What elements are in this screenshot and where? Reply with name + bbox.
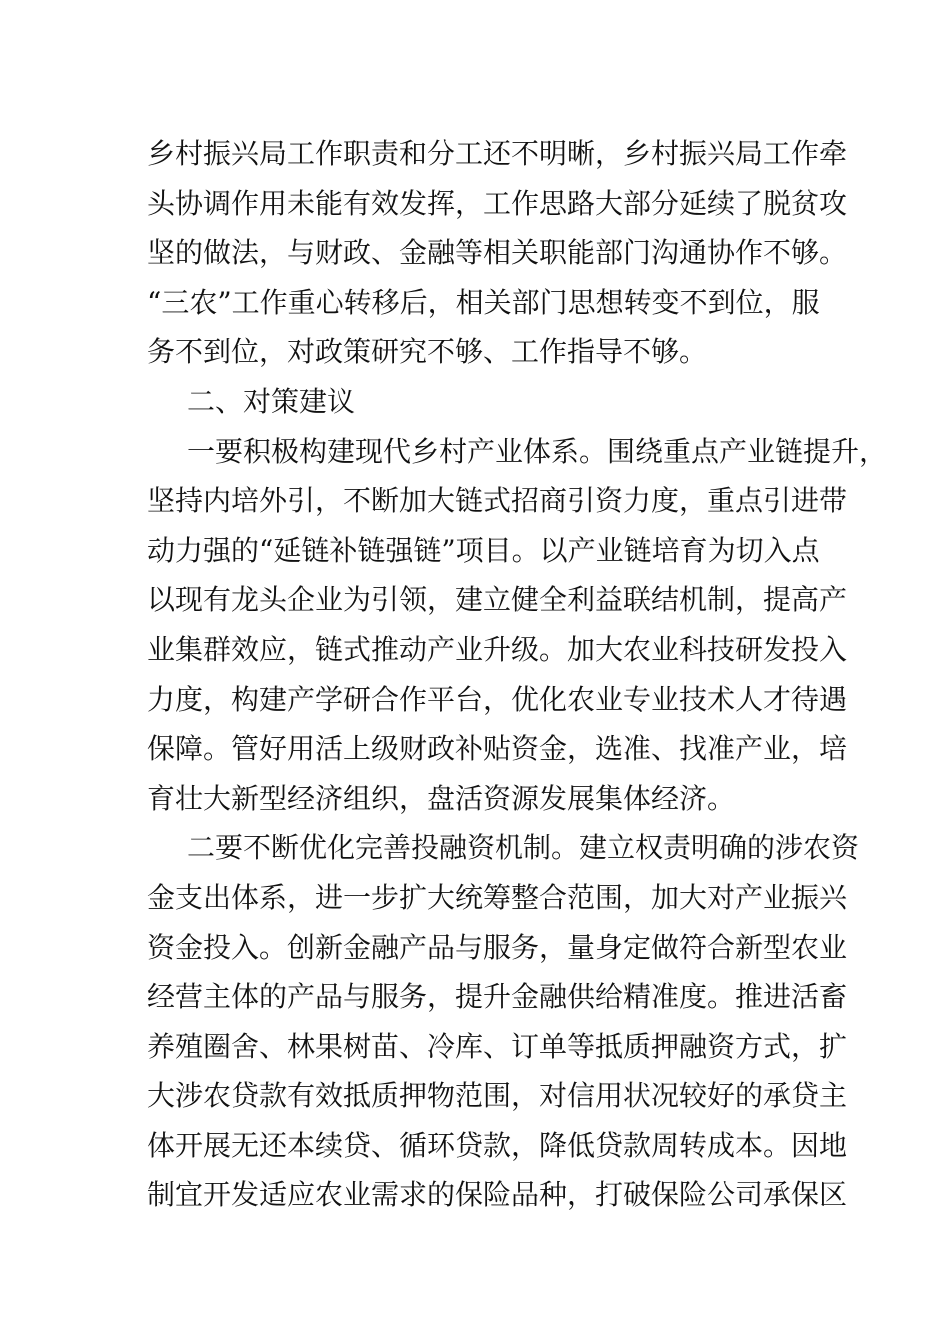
section-heading: 二、对策建议 (187, 384, 356, 418)
text-line: 经营主体的产品与服务，提升金融供给精准度。推进活畜 (147, 980, 848, 1014)
text-line: 头协调作用未能有效发挥，工作思路大部分延续了脱贫攻 (147, 186, 848, 220)
text-line: 资金投入。创新金融产品与服务，量身定做符合新型农业 (147, 930, 848, 964)
document-body (147, 129, 888, 1220)
text-line: 以现有龙头企业为引领，建立健全利益联结机制，提高产 (147, 583, 848, 617)
text-line: 业集群效应，链式推动产业升级。加大农业科技研发投入 (147, 632, 848, 666)
text-line: 金支出体系，进一步扩大统筹整合范围，加大对产业振兴 (147, 880, 848, 914)
paragraph-start: 二要不断优化完善投融资机制。建立权责明确的涉农资 (187, 831, 860, 865)
text-line: 保障。管好用活上级财政补贴资金，选准、找准产业，培 (147, 732, 848, 766)
text-line: 大涉农贷款有效抵质押物范围，对信用状况较好的承贷主 (147, 1079, 848, 1113)
text-line: 制宜开发适应农业需求的保险品种，打破保险公司承保区 (147, 1178, 848, 1212)
text-line: 体开展无还本续贷、循环贷款，降低贷款周转成本。因地 (147, 1128, 848, 1162)
text-line: 乡村振兴局工作职责和分工还不明晰，乡村振兴局工作牵 (147, 137, 848, 170)
text-line: “三农”工作重心转移后，相关部门思想转变不到位，服 (147, 285, 820, 319)
text-line: 坚持内培外引，不断加大链式招商引资力度，重点引进带 (147, 484, 848, 518)
text-line: 动力强的“延链补链强链”项目。以产业链培育为切入点 (147, 533, 820, 567)
text-line: 务不到位，对政策研究不够、工作指导不够。 (147, 335, 708, 369)
text-line: 养殖圈舍、林果树苗、冷库、订单等抵质押融资方式，扩 (147, 1029, 848, 1063)
text-line: 力度，构建产学研合作平台，优化农业专业技术人才待遇 (147, 682, 848, 716)
paragraph-start: 一要积极构建现代乡村产业体系。围绕重点产业链提升， (187, 434, 888, 468)
text-line: 坚的做法，与财政、金融等相关职能部门沟通协作不够。 (147, 236, 848, 270)
text-line: 育壮大新型经济组织，盘活资源发展集体经济。 (147, 781, 736, 815)
